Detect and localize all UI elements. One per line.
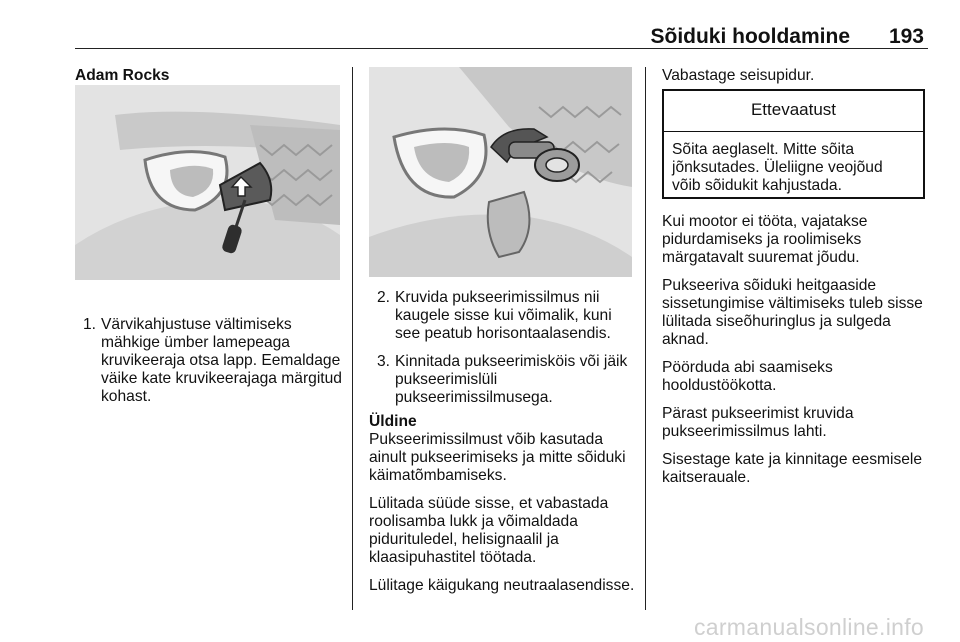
right-column [662,213,930,497]
step-item [75,316,345,406]
model-heading: Adam Rocks [75,67,170,84]
step-item [369,289,637,343]
caution-title: Ettevaatust [664,91,923,132]
step-number: 3. [377,353,391,370]
paragraph: Pärast pukseerimist kruvida pukseerimissilmus lahti. [662,405,854,440]
bumper-cover-illustration [75,85,340,280]
caution-text: Sõita aeglaselt. Mitte sõita jõnksutades. Üleliigne veojõud võib sõidukit kahjustada. [672,141,883,194]
illustration-tow-eye [369,67,632,277]
section-title: Sõiduki hooldamine [650,25,850,48]
step-text: Kruvida pukseerimissilmus nii kaugele sisse kui võimalik, kuni see peatub horisontaalasendis. [395,289,612,342]
paragraph: Lülitage käigukang neutraalasendisse. [369,577,635,594]
step-text: Kinnitada pukseerimisköis või jäik pukseerimislüli pukseerimissilmusega. [395,353,628,406]
left-column [75,67,345,85]
step-number: 2. [377,289,391,306]
watermark: carmanualsonline.info [693,614,924,640]
left-steps [75,316,345,416]
step-item [369,353,637,407]
paragraph: Kui mootor ei tööta, vajatakse pidurdamiseks ja roolimiseks märgatavalt suuremat jõudu. [662,213,868,266]
step-text: Värvikahjustuse vältimiseks mähkige ümber lamepeaga kruvikeeraja otsa lapp. Eemaldage väike kate kruvikeerajaga märgitud kohast. [101,316,342,405]
caution-box [662,89,925,199]
general-subheading: Üldine [369,413,417,430]
paragraph: Vabastage seisupidur. [662,67,815,84]
column-divider-left [352,67,353,610]
paragraph: Pöörduda abi saamiseks hooldustöökotta. [662,359,833,394]
page-number: 193 [888,25,924,48]
step-number: 1. [83,316,97,333]
paragraph: Sisestage kate ja kinnitage eesmisele kaitserauale. [662,451,923,486]
illustration-cover-removal [75,85,340,280]
paragraph: Pukseeriva sõiduki heitgaaside sissetungimise vältimiseks tuleb sisse lülitada siseõhuringlus ja sulgeda aknad. [662,277,923,348]
page-header [75,0,928,49]
paragraph: Lülitada süüde sisse, et vabastada roolisamba lukk ja võimaldada pidurituledel, helisignaalil ja klaasipuhastitel töötada. [369,495,609,566]
column-divider-right [645,67,646,610]
paragraph: Pukseerimissilmust võib kasutada ainult pukseerimiseks ja mitte sõiduki käimatõmbamiseks. [369,431,626,484]
middle-column [369,289,637,605]
tow-eye-illustration [369,67,632,277]
